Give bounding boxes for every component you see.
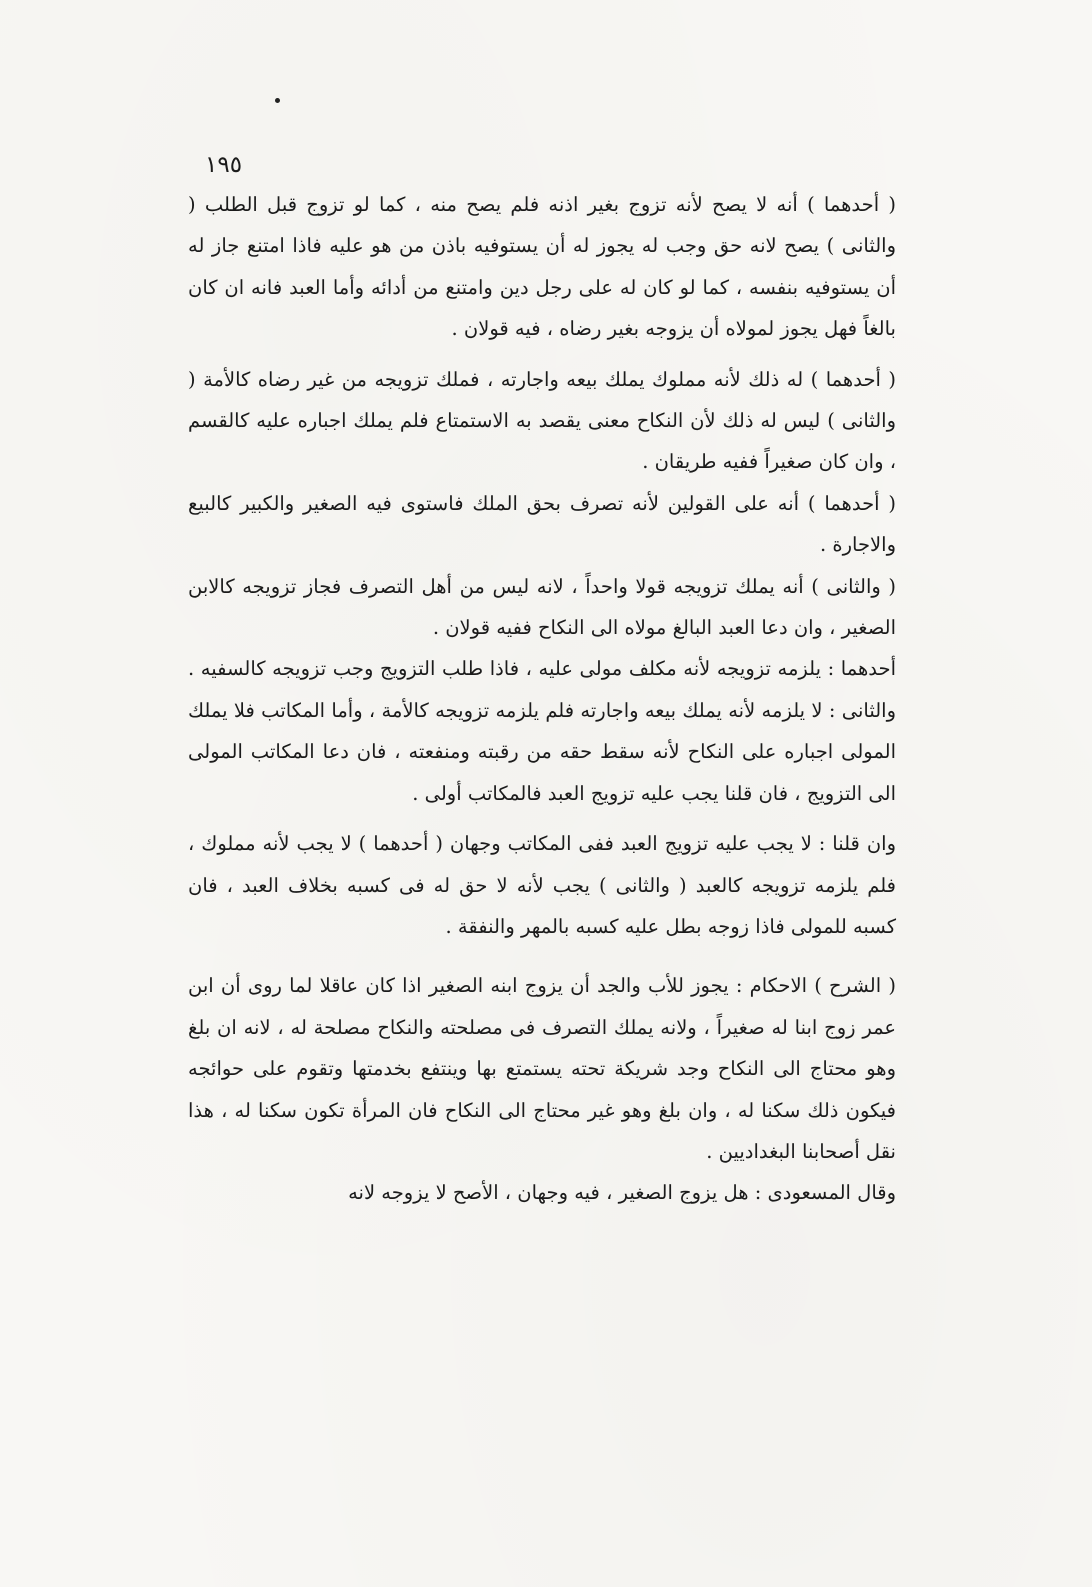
paragraph-1: ( أحدهما ) أنه لا يصح لأنه تزوج بغير اذنه فلم يصح منه ، كما لو تزوج قبل الطلب ( والثانى ) يصح لانه حق وجب له يجوز له أن يستوفيه باذن من هو عليه فاذا امتنع جاز له أن يستوفيه بنفسه ، كما لو كان له على رجل دين وامتنع من أدائه وأما العبد فانه ان كان بالغاً فهل يجوز لمولاه أن يزوجه بغير رضاه ، فيه قولان . (188, 193, 896, 341)
paragraph-8: وقال المسعودى : هل يزوج الصغير ، فيه وجهان ، الأصح لا يزوجه لانه (348, 1181, 896, 1205)
ink-speck (275, 98, 280, 103)
paragraph-7: ( الشرح ) الاحكام : يجوز للأب والجد أن يزوج ابنه الصغير اذا كان عاقلا لما روى أن ابن عمر زوج ابنا له صغيراً ، ولانه يملك التصرف فى مصلحته والنكاح مصلحة له ، لانه ان بلغ وهو محتاج الى النكاح وجد شريكة تحته يستمتع بها وينتفع بخدمتها وتقوم على حوائجه فيكون ذلك سكنا له ، وان بلغ وهو غير محتاج الى النكاح فان المرأة تكون سكنا له ، هذا نقل أصحابنا البغداديين . (188, 974, 896, 1163)
paragraph-4: ( والثانى ) أنه يملك تزويجه قولا واحداً ، لانه ليس من أهل التصرف فجاز تزويجه كالابن الصغير ، وان دعا العبد البالغ مولاه الى النكاح ففيه قولان . (188, 574, 896, 640)
paragraph-2: ( أحدهما ) له ذلك لأنه مملوك يملك بيعه واجارته ، فملك تزويجه من غير رضاه كالأمة ( والثانى ) ليس له ذلك لأن النكاح معنى يقصد به الاستمتاع فلم يملك اجباره عليه كالقسم ، وان كان صغيراً ففيه طريقان . (188, 367, 896, 474)
paragraph-3: ( أحدهما ) أنه على القولين لأنه تصرف بحق الملك فاستوى فيه الصغير والكبير كالبيع والاجارة . (188, 491, 896, 557)
paragraph-5: أحدهما : يلزمه تزويجه لأنه مكلف مولى عليه ، فاذا طلب التزويج وجب تزويجه كالسفيه . والثانى : لا يلزمه لأنه يملك بيعه واجارته فلم يلزمه تزويجه كالأمة ، وأما المكاتب فلا يملك المولى اجباره على النكاح لأنه سقط حقه من رقبته ومنفعته ، فان دعا المكاتب المولى الى التزويج ، فان قلنا يجب عليه تزويج العبد فالمكاتب أولى . (188, 657, 896, 805)
paragraph-6: وان قلنا : لا يجب عليه تزويج العبد ففى المكاتب وجهان ( أحدهما ) لا يجب لأنه مملوك ، فلم يلزمه تزويجه كالعبد ( والثانى ) يجب لأنه لا حق له فى كسبه بخلاف العبد ، فان كسبه للمولى فاذا زوجه بطل عليه كسبه بالمهر والنفقة . (188, 832, 896, 938)
page-number: ١٩٥ (205, 152, 243, 178)
body-text (188, 184, 896, 1214)
